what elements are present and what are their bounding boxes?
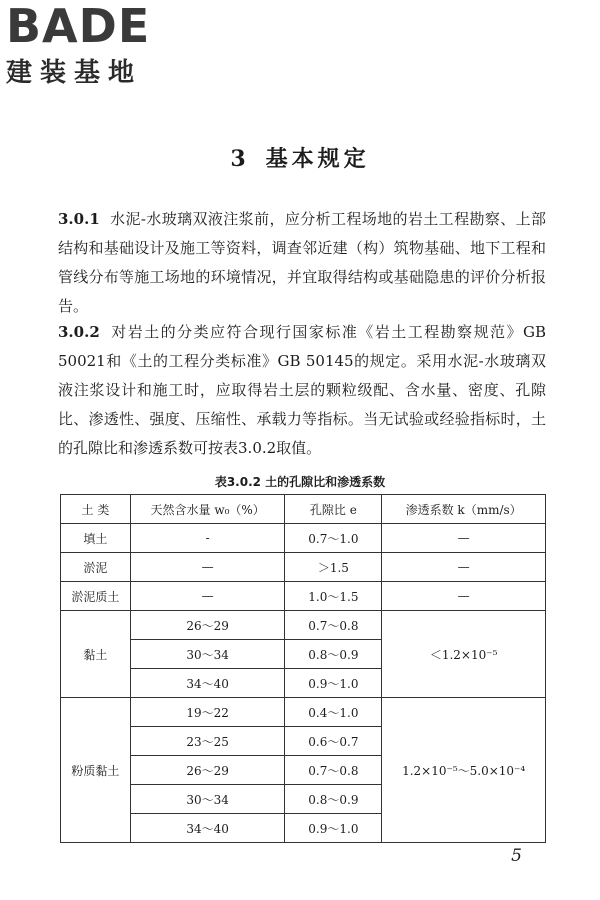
soil-type-cell: 黏土 [61, 611, 131, 698]
table-row [61, 611, 546, 640]
moisture-cell: 34～40 [130, 814, 285, 843]
logo [6, 0, 186, 89]
void-ratio-cell: 0.7～0.8 [285, 756, 382, 785]
clause-number: 3.0.1 [58, 210, 100, 228]
chapter-heading [0, 142, 600, 173]
moisture-cell: — [130, 553, 285, 582]
table-row [61, 553, 546, 582]
permeability-cell: ＜1.2×10⁻⁵ [382, 611, 546, 698]
column-header: 孔隙比 e [285, 495, 382, 524]
moisture-cell: 30～34 [130, 785, 285, 814]
soil-table [60, 494, 546, 843]
void-ratio-cell: 0.7～0.8 [285, 611, 382, 640]
column-header: 天然含水量 w₀（%） [130, 495, 285, 524]
clause-paragraph [58, 318, 546, 463]
clause-text: 水泥-水玻璃双液注浆前，应分析工程场地的岩土工程勘察、上部结构和基础设计及施工等资料，调查邻近建（构）筑物基础、地下工程和管线分布等施工场地的环境情况，并宜取得结构或基础隐患的评价分析报告。 [58, 210, 546, 315]
void-ratio-cell: 0.9～1.0 [285, 669, 382, 698]
permeability-cell: — [382, 524, 546, 553]
clause-paragraph [58, 205, 546, 321]
logo-subtitle: 建装基地 [6, 58, 143, 88]
moisture-cell: — [130, 582, 285, 611]
void-ratio-cell: 0.8～0.9 [285, 785, 382, 814]
clause-text: 对岩土的分类应符合现行国家标准《岩土工程勘察规范》GB 50021和《土的工程分类标准》GB 50145的规定。采用水泥-水玻璃双液注浆设计和施工时，应取得岩土层的颗粒级配、含水量、密度、孔隙比、渗透性、强度、压缩性、承载力等指标。当无试验或经验指标时，土的孔隙比和渗透系数可按表3.0.2取值。 [58, 323, 546, 457]
clause-number: 3.0.2 [58, 323, 100, 341]
moisture-cell: 30～34 [130, 640, 285, 669]
void-ratio-cell: 0.9～1.0 [285, 814, 382, 843]
table-row [61, 698, 546, 727]
soil-type-cell: 淤泥质土 [61, 582, 131, 611]
moisture-cell: 26～29 [130, 611, 285, 640]
logo-word: BADE [6, 0, 151, 53]
moisture-cell: 34～40 [130, 669, 285, 698]
chapter-title: 基本规定 [265, 146, 370, 172]
table-row [61, 582, 546, 611]
table-header-row [61, 495, 546, 524]
void-ratio-cell: 0.7～1.0 [285, 524, 382, 553]
table-caption: 表3.0.2 土的孔隙比和渗透系数 [214, 475, 386, 489]
moisture-cell: 19～22 [130, 698, 285, 727]
moisture-cell: - [130, 524, 285, 553]
moisture-cell: 26～29 [130, 756, 285, 785]
void-ratio-cell: 0.4～1.0 [285, 698, 382, 727]
soil-type-cell: 填土 [61, 524, 131, 553]
table-row [61, 524, 546, 553]
permeability-cell: — [382, 582, 546, 611]
permeability-cell: 1.2×10⁻⁵～5.0×10⁻⁴ [382, 698, 546, 843]
column-header: 渗透系数 k（mm/s） [382, 495, 546, 524]
column-header: 土 类 [61, 495, 131, 524]
void-ratio-cell: 0.6～0.7 [285, 727, 382, 756]
soil-type-cell: 粉质黏土 [61, 698, 131, 843]
void-ratio-cell: 0.8～0.9 [285, 640, 382, 669]
soil-type-cell: 淤泥 [61, 553, 131, 582]
void-ratio-cell: ＞1.5 [285, 553, 382, 582]
chapter-number: 3 [230, 146, 250, 172]
page-number: 5 [511, 846, 522, 866]
void-ratio-cell: 1.0～1.5 [285, 582, 382, 611]
permeability-cell: — [382, 553, 546, 582]
moisture-cell: 23～25 [130, 727, 285, 756]
